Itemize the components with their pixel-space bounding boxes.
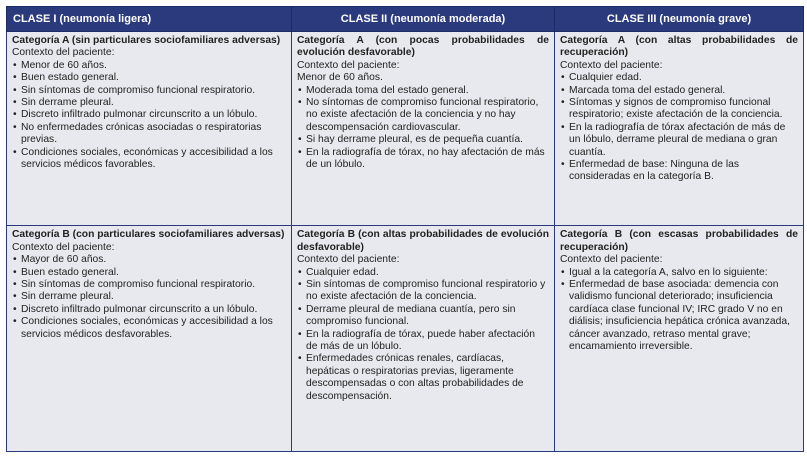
list-item: • Moderada toma del estado general. [306,85,549,97]
list-item: • En la radiografía de tórax afectación de más de un lóbulo, derrame pleural de mediana o gran cuantía. [569,122,798,159]
list-item: • Síntomas y signos de compromiso funcional respiratorio; existe afectación de la conciencia. [569,97,798,122]
header-clase-3: CLASE III (neumonía grave) [555,7,804,32]
list-item: • En la radiografía de tórax, no hay afectación de más de un lóbulo. [306,147,549,172]
list-item: • Condiciones sociales, económicas y accesibilidad a los servicios médicos favorables. [21,147,286,172]
category-title: Categoría A (con altas probabilidades de recuperación) [560,35,798,59]
list-item: • Sin síntomas de compromiso funcional respiratorio. [21,279,286,291]
criteria-list [560,267,798,354]
context-label: Contexto del paciente: [12,241,115,253]
list-item: • Sin derrame pleural. [21,97,286,109]
list-item: • Buen estado general. [21,267,286,279]
criteria-list [560,72,798,184]
context-label: Contexto del paciente: [560,59,663,71]
list-item: • Sin síntomas de compromiso funcional respiratorio y no existe afectación de la conciencia. [306,279,549,304]
context-label: Contexto del paciente: [297,254,400,266]
table-row-categoria-a [7,32,804,226]
category-title: Categoría A (sin particulares sociofamiliares adversas) [12,35,281,46]
cell-clase2-cat-b [292,226,555,452]
cell-clase1-cat-b [7,226,292,452]
list-item: • No enfermedades crónicas asociadas o respiratorias previas. [21,122,286,147]
list-item: • Menor de 60 años. [21,60,286,72]
classification-table-wrapper [6,6,803,452]
context-label: Contexto del paciente: [560,254,663,266]
cell-clase2-cat-a [292,32,555,226]
criteria-list [12,60,286,172]
category-title: Categoría B (con altas probabilidades de evolución desfavorable) [297,229,549,253]
list-item: • Mayor de 60 años. [21,254,286,266]
table-row-categoria-b [7,226,804,452]
context-age: Menor de 60 años. [297,72,383,84]
list-item: • Discreto infiltrado pulmonar circunscrito a un lóbulo. [21,109,286,121]
context-label: Contexto del paciente: [12,47,115,59]
list-item: • Enfermedad de base: Ninguna de las consideradas en la categoría B. [569,159,798,184]
list-item: • Cualquier edad. [306,267,549,279]
criteria-list [297,267,549,403]
criteria-list [297,85,549,172]
header-clase-1: CLASE I (neumonía ligera) [7,7,292,32]
list-item: • Sin síntomas de compromiso funcional respiratorio. [21,85,286,97]
context-label: Contexto del paciente: [297,59,400,71]
list-item: • No síntomas de compromiso funcional respiratorio, no existe afectación de la conciencia y no hay descompensación cardiovascular. [306,97,549,134]
list-item: • Derrame pleural de mediana cuantía, pero sin compromiso funcional. [306,304,549,329]
list-item: • Marcada toma del estado general. [569,85,798,97]
category-title: Categoría A (con pocas probabilidades de evolución desfavorable) [297,35,549,59]
list-item: • Condiciones sociales, económicas y accesibilidad a los servicios médicos desfavorables. [21,316,286,341]
list-item: • Discreto infiltrado pulmonar circunscrito a un lóbulo. [21,304,286,316]
list-item: • Cualquier edad. [569,72,798,84]
list-item: • Enfermedad de base asociada: demencia con validismo funcional deteriorado; insuficiencia cardíaca clase funcional IV; IRC grado V no en diálisis; insuficiencia hepática crónica avanzada, cáncer avanzado, retraso mental grave; encamamiento irreversible. [569,279,798,353]
cell-clase3-cat-a [555,32,804,226]
list-item: • Enfermedades crónicas renales, cardíacas, hepáticas o respiratorias previas, ligeramente descompensadas o con altas probabilidades de descompensación. [306,353,549,403]
cell-clase3-cat-b [555,226,804,452]
list-item: • En la radiografía de tórax, puede haber afectación de más de un lóbulo. [306,329,549,354]
list-item: • Si hay derrame pleural, es de pequeña cuantía. [306,134,549,146]
list-item: • Igual a la categoría A, salvo en lo siguiente: [569,267,798,279]
list-item: • Sin derrame pleural. [21,291,286,303]
criteria-list [12,254,286,341]
header-row [7,7,804,32]
category-title: Categoría B (con escasas probabilidades de recuperación) [560,229,798,253]
header-clase-2: CLASE II (neumonía moderada) [292,7,555,32]
category-title: Categoría B (con particulares sociofamiliares adversas) [12,229,285,241]
list-item: • Buen estado general. [21,72,286,84]
cell-clase1-cat-a [7,32,292,226]
pneumonia-classification-table [6,6,804,452]
